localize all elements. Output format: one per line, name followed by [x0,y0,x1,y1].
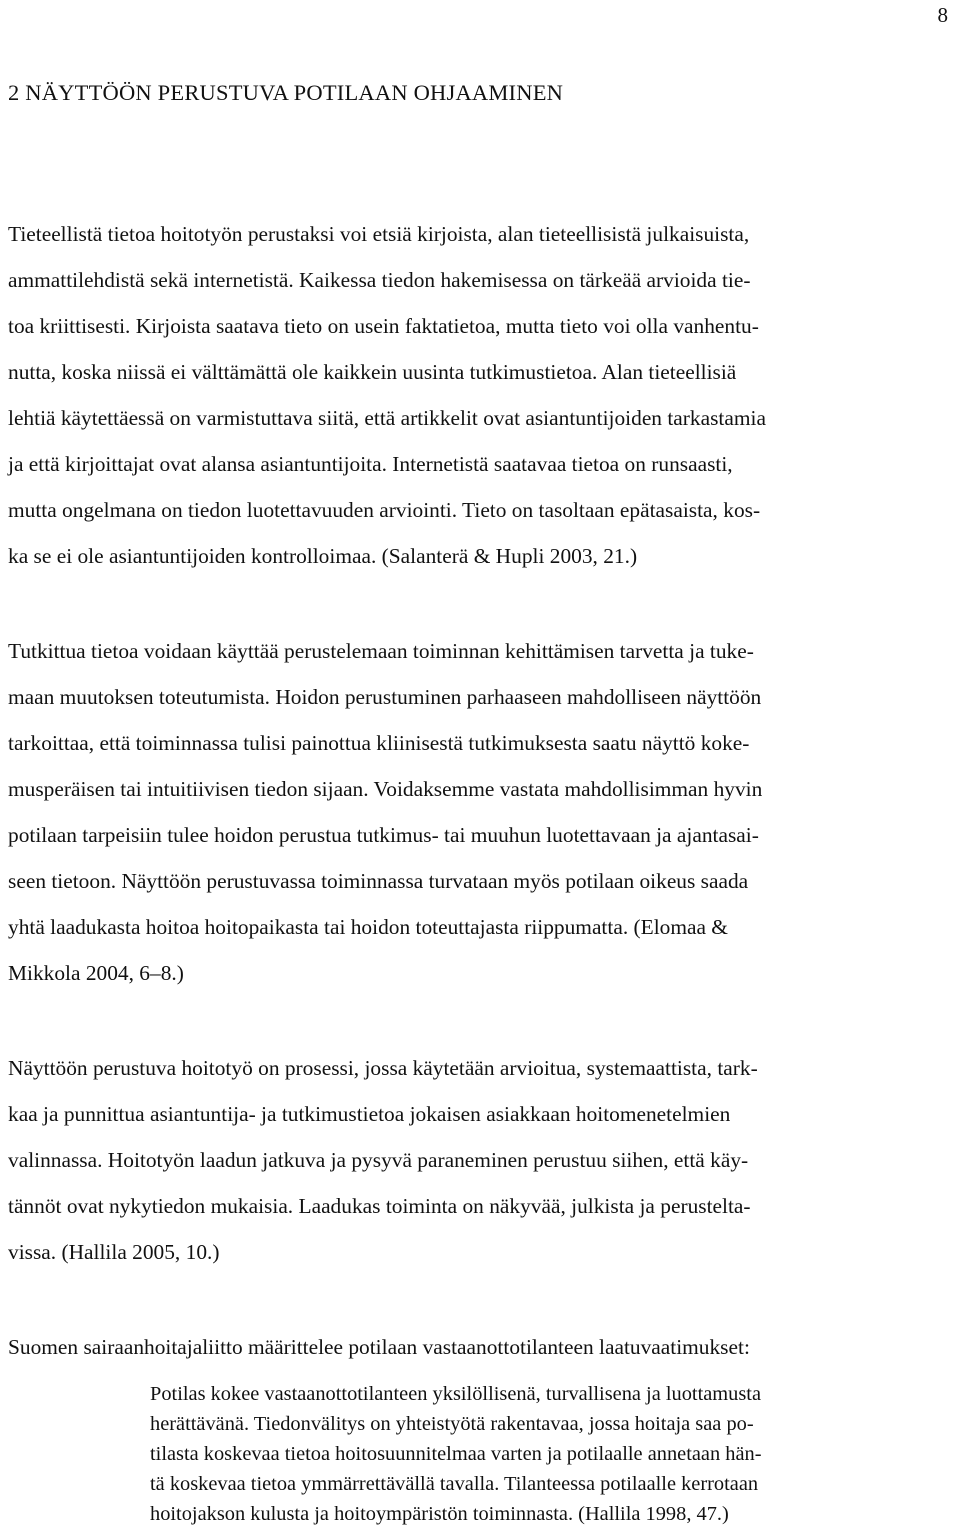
paragraph-1-line: Tieteellistä tietoa hoitotyön perustaksi voi etsiä kirjoista, alan tieteellisistä julkaisuista, [8,222,750,246]
paragraph-3-line: valinnassa. Hoitotyön laadun jatkuva ja pysyvä paraneminen perustuu siihen, että käy- [8,1148,749,1172]
paragraph-1-line: mutta ongelmana on tiedon luotettavuuden arviointi. Tieto on tasoltaan epätasaista, kos- [8,498,761,522]
block-quote-line: Potilas kokee vastaanottotilanteen yksilöllisenä, turvallisena ja luottamusta [150,1383,762,1405]
paragraph-2-line: musperäisen tai intuitiivisen tiedon sijaan. Voidaksemme vastata mahdollisimman hyvin [8,777,763,801]
paragraph-2-line: Tutkittua tietoa voidaan käyttää perustelemaan toiminnan kehittämisen tarvetta ja tuke- [8,639,754,663]
paragraph-2-line: potilaan tarpeisiin tulee hoidon perustua tutkimus- tai muuhun luotettavaan ja ajantasai- [8,823,759,847]
block-quote-line: hoitojakson kulusta ja hoitoympäristön toiminnasta. (Hallila 1998, 47.) [150,1503,729,1525]
page-number: 8 [937,3,948,27]
paragraph-2-line: tarkoittaa, että toiminnassa tulisi painottua kliinisestä tutkimuksesta saatu näyttö koke- [8,731,750,755]
section-heading: 2 NÄYTTÖÖN PERUSTUVA POTILAAN OHJAAMINEN [8,80,564,105]
paragraph-1-line: nutta, koska niissä ei välttämättä ole kaikkein uusinta tutkimustietoa. Alan tieteellisiä [8,360,737,384]
block-quote-line: tä koskevaa tietoa ymmärrettävällä tavalla. Tilanteessa potilaalle kerrotaan [150,1473,759,1495]
paragraph-1-line: ammattilehdistä sekä internetistä. Kaikessa tiedon hakemisessa on tärkeää arvioida tie- [8,268,751,292]
paragraph-1-line: ja että kirjoittajat ovat alansa asiantuntijoita. Internetistä saatavaa tietoa on runsaasti, [8,452,733,476]
paragraph-2-line: seen tietoon. Näyttöön perustuvassa toiminnassa turvataan myös potilaan oikeus saada [8,869,749,893]
paragraph-3-line: Näyttöön perustuva hoitotyö on prosessi, jossa käytetään arvioitua, systemaattista, tark- [8,1056,758,1080]
paragraph-4: Suomen sairaanhoitajaliitto määrittelee potilaan vastaanottotilanteen laatuvaatimukset: [8,1335,750,1359]
paragraph-3-line: tännöt ovat nykytiedon mukaisia. Laadukas toiminta on näkyvää, julkista ja perustelta- [8,1194,751,1218]
paragraph-2-line: maan muutoksen toteutumista. Hoidon perustuminen parhaaseen mahdolliseen näyttöön [8,685,762,709]
block-quote-line: tilasta koskevaa tietoa hoitosuunnitelmaa varten ja potilaalle annetaan hän- [150,1443,762,1465]
paragraph-3-line: kaa ja punnittua asiantuntija- ja tutkimustietoa jokaisen asiakkaan hoitomenetelmien [8,1102,731,1126]
block-quote-line: herättävänä. Tiedonvälitys on yhteistyötä rakentavaa, jossa hoitaja saa po- [150,1413,754,1435]
paragraph-2-line: yhtä laadukasta hoitoa hoitopaikasta tai hoidon toteuttajasta riippumatta. (Elomaa & [8,915,728,939]
paragraph-3-line: vissa. (Hallila 2005, 10.) [8,1240,220,1264]
paragraph-1-line: ka se ei ole asiantuntijoiden kontrolloimaa. (Salanterä & Hupli 2003, 21.) [8,544,638,568]
paragraph-1-line: lehtiä käytettäessä on varmistuttava siitä, että artikkelit ovat asiantuntijoiden tarkastamia [8,406,766,430]
paragraph-1-line: toa kriittisesti. Kirjoista saatava tieto on usein faktatietoa, mutta tieto voi olla vanhentu- [8,314,759,338]
paragraph-2-line: Mikkola 2004, 6–8.) [8,961,184,985]
